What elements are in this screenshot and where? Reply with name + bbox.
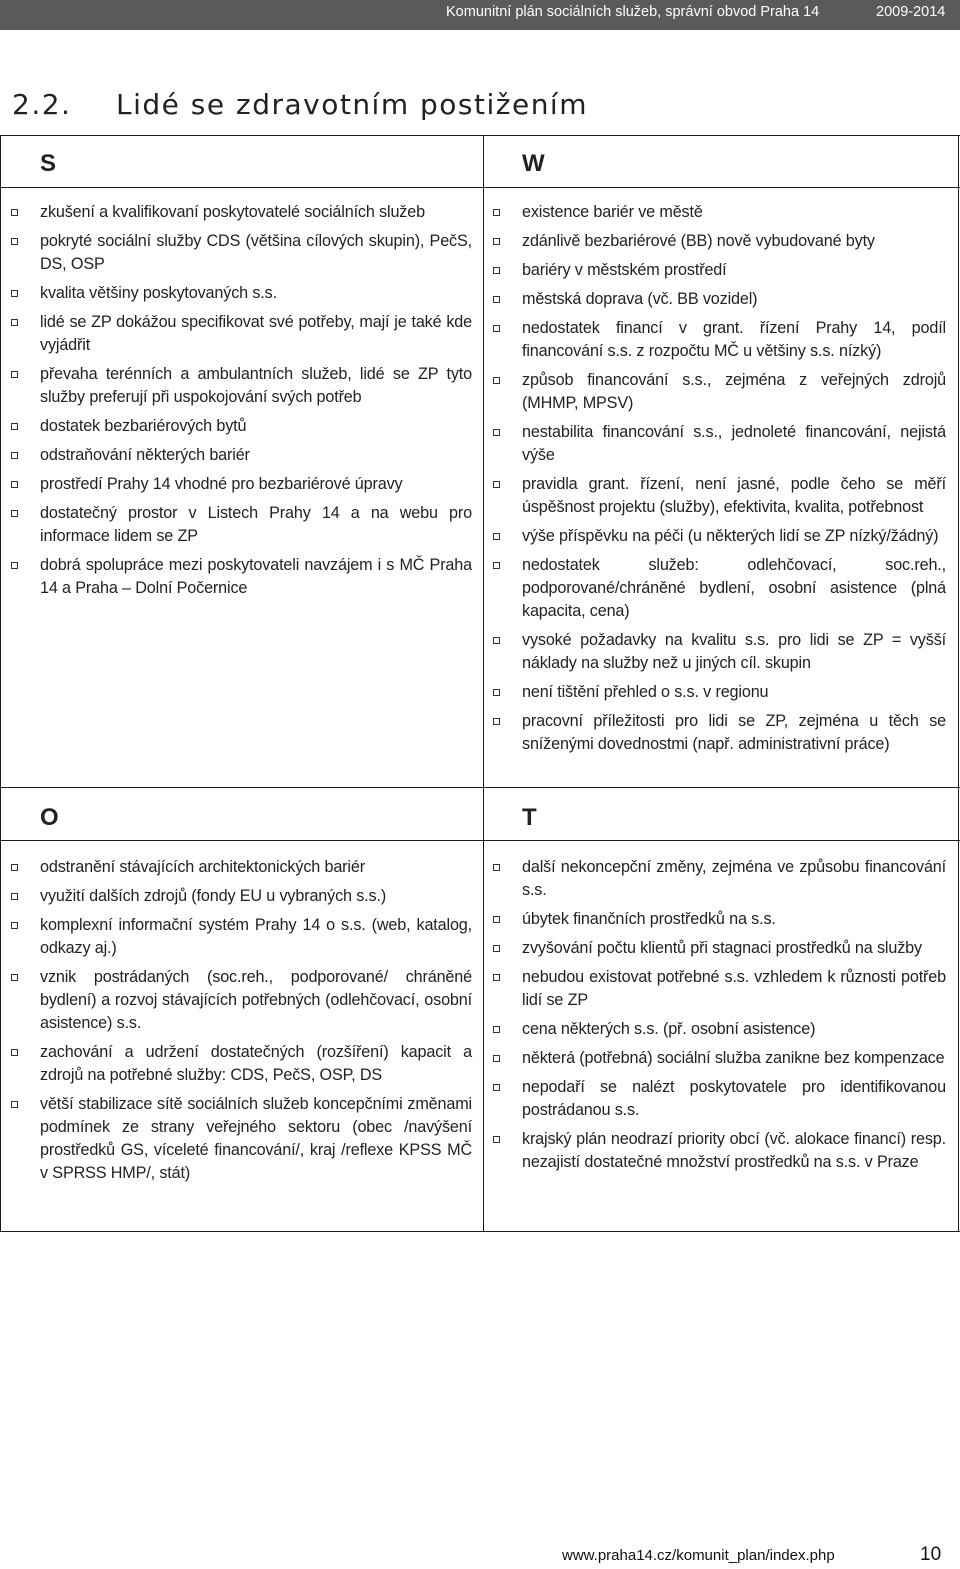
list-item: bariéry v městském prostředí [491, 259, 946, 282]
list-item: vznik postrádaných (soc.reh., podporované/ chráněné bydlení) a rozvoj stávajících potřebných (odlehčovací, osobní asistence) s.s. [9, 966, 472, 1035]
list-item: zvyšování počtu klientů při stagnaci prostředků na služby [491, 937, 946, 960]
bullet-icon [493, 864, 500, 871]
list-item: městská doprava (vč. BB vozidel) [491, 288, 946, 311]
list-item: komplexní informační systém Prahy 14 o s.s. (web, katalog, odkazy aj.) [9, 914, 472, 960]
list-item: odstranění stávajících architektonických bariér [9, 856, 472, 879]
bullet-icon [493, 267, 500, 274]
list-item: další nekoncepční změny, zejména ve způsobu financování s.s. [491, 856, 946, 902]
bullet-icon [493, 974, 500, 981]
row-divider [0, 787, 960, 788]
section-title [12, 88, 588, 121]
bullet-icon [493, 296, 500, 303]
bullet-icon [493, 209, 500, 216]
list-item: pravidla grant. řízení, není jasné, podle čeho se měří úspěšnost projektu (služby), efektivita, kvalita, potřebnost [491, 473, 946, 519]
page-footer [0, 1544, 960, 1568]
weaknesses-heading: W [522, 150, 545, 177]
bullet-icon [493, 429, 500, 436]
list-item: pokryté sociální služby CDS (většina cílových skupin), PečS, DS, OSP [9, 230, 472, 276]
strengths-heading: S [40, 150, 57, 177]
list-item: lidé se ZP dokážou specifikovat své potřeby, mají je také kde vyjádřit [9, 311, 472, 357]
list-item: zdánlivě bezbariérové (BB) nově vybudované byty [491, 230, 946, 253]
bullet-icon [493, 1055, 500, 1062]
list-item: větší stabilizace sítě sociálních služeb koncepčními změnami podmínek ze strany veřejného sektoru (obec /navýšení prostředků GS, víceleté financování/, kraj /reflexe KPSS MČ v SPRSS HMP/, stát) [9, 1093, 472, 1185]
section-title-text: Lidé se zdravotním postižením [116, 88, 588, 121]
list-item: převaha terénních a ambulantních služeb, lidé se ZP tyto služby preferují při uspokojování svých potřeb [9, 363, 472, 409]
bullet-icon [11, 1101, 18, 1108]
bullet-icon [493, 718, 500, 725]
document-title: Komunitní plán sociálních služeb, správní obvod Praha 14 [446, 4, 820, 20]
opportunities-heading: O [40, 804, 59, 831]
column-divider [483, 135, 484, 1232]
bullet-icon [493, 637, 500, 644]
table-border-right [958, 135, 959, 1232]
threats-list [491, 856, 946, 1180]
bullet-icon [493, 481, 500, 488]
header-divider-bottom [0, 840, 960, 841]
list-item: úbytek finančních prostředků na s.s. [491, 908, 946, 931]
list-item: krajský plán neodrazí priority obcí (vč. alokace financí) resp. nezajistí dostatečné množství prostředků na s.s. v Praze [491, 1128, 946, 1174]
table-border-left [0, 135, 1, 1232]
list-item: dobrá spolupráce mezi poskytovateli navzájem i s MČ Praha 14 a Praha – Dolní Počernice [9, 554, 472, 600]
list-item: pracovní příležitosti pro lidi se ZP, zejména u těch se sníženými dovednostmi (např. administrativní práce) [491, 710, 946, 756]
running-header [0, 0, 960, 30]
bullet-icon [11, 423, 18, 430]
list-item: odstraňování některých bariér [9, 444, 472, 467]
bullet-icon [493, 533, 500, 540]
page-number: 10 [920, 1544, 942, 1565]
list-item: dostatečný prostor v Listech Prahy 14 a na webu pro informace lidem se ZP [9, 502, 472, 548]
bullet-icon [11, 452, 18, 459]
bullet-icon [11, 974, 18, 981]
weaknesses-list [491, 201, 946, 762]
bullet-icon [11, 864, 18, 871]
bullet-icon [493, 325, 500, 332]
bullet-icon [493, 377, 500, 384]
list-item: způsob financování s.s., zejména z veřejných zdrojů (MHMP, MPSV) [491, 369, 946, 415]
bullet-icon [11, 510, 18, 517]
header-divider-top [0, 187, 960, 188]
list-item: zachování a udržení dostatečných (rozšíření) kapacit a zdrojů na potřebné služby: CDS, PečS, OSP, DS [9, 1041, 472, 1087]
list-item: některá (potřebná) sociální služba zanikne bez kompenzace [491, 1047, 946, 1070]
list-item: prostředí Prahy 14 vhodné pro bezbariérové úpravy [9, 473, 472, 496]
list-item: vysoké požadavky na kvalitu s.s. pro lidi se ZP = vyšší náklady na služby než u jiných cíl. skupin [491, 629, 946, 675]
bullet-icon [11, 209, 18, 216]
list-item: nedostatek služeb: odlehčovací, soc.reh., podporované/chráněné bydlení, osobní asistence (plná kapacita, cena) [491, 554, 946, 623]
bullet-icon [11, 319, 18, 326]
list-item: cena některých s.s. (př. osobní asistence) [491, 1018, 946, 1041]
bullet-icon [11, 893, 18, 900]
bullet-icon [11, 371, 18, 378]
bullet-icon [11, 562, 18, 569]
opportunities-list [9, 856, 472, 1191]
bullet-icon [493, 1084, 500, 1091]
bullet-icon [11, 922, 18, 929]
bullet-icon [493, 916, 500, 923]
table-border-top [0, 135, 960, 136]
bullet-icon [493, 238, 500, 245]
bullet-icon [493, 1136, 500, 1143]
document-years: 2009-2014 [876, 4, 946, 20]
list-item: výše příspěvku na péči (u některých lidí se ZP nízký/žádný) [491, 525, 946, 548]
section-number: 2.2. [12, 88, 72, 121]
list-item: nedostatek financí v grant. řízení Prahy 14, podíl financování s.s. z rozpočtu MČ u většiny s.s. nízký) [491, 317, 946, 363]
bullet-icon [493, 689, 500, 696]
list-item: kvalita většiny poskytovaných s.s. [9, 282, 472, 305]
footer-url: www.praha14.cz/komunit_plan/index.php [562, 1547, 835, 1564]
bullet-icon [493, 562, 500, 569]
list-item: existence bariér ve městě [491, 201, 946, 224]
bullet-icon [493, 1026, 500, 1033]
list-item: nebudou existovat potřebné s.s. vzhledem k různosti potřeb lidí se ZP [491, 966, 946, 1012]
bullet-icon [11, 481, 18, 488]
list-item: nestabilita financování s.s., jednoleté financování, nejistá výše [491, 421, 946, 467]
bullet-icon [493, 945, 500, 952]
list-item: využití dalších zdrojů (fondy EU u vybraných s.s.) [9, 885, 472, 908]
bullet-icon [11, 1049, 18, 1056]
bullet-icon [11, 290, 18, 297]
list-item: nepodaří se nalézt poskytovatele pro identifikovanou postrádanou s.s. [491, 1076, 946, 1122]
swot-table [0, 135, 960, 1232]
list-item: dostatek bezbariérových bytů [9, 415, 472, 438]
list-item: není tištění přehled o s.s. v regionu [491, 681, 946, 704]
bullet-icon [11, 238, 18, 245]
strengths-list [9, 201, 472, 606]
threats-heading: T [522, 804, 537, 831]
list-item: zkušení a kvalifikovaní poskytovatelé sociálních služeb [9, 201, 472, 224]
table-border-bottom [0, 1231, 960, 1232]
